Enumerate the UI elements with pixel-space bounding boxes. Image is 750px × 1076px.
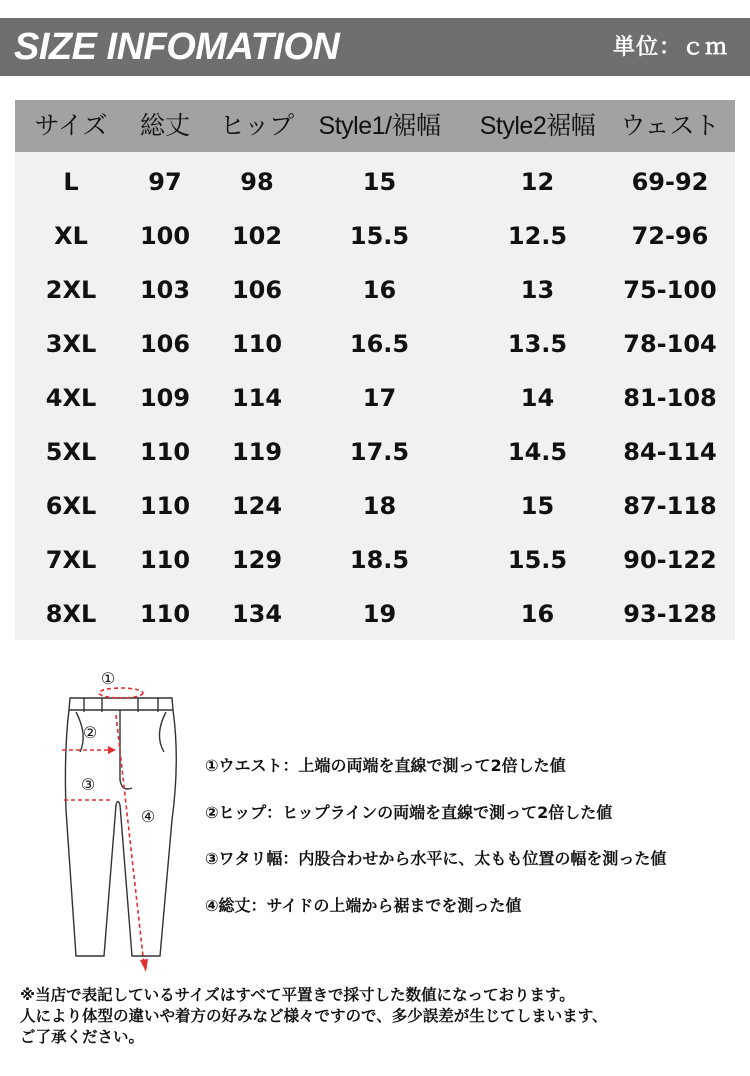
marker-4: ④ <box>140 807 156 826</box>
cell-length: 109 <box>139 384 191 412</box>
cell-size: 5XL <box>45 438 97 466</box>
cell-style1-hem: 15 <box>362 168 397 196</box>
cell-hip: 110 <box>231 330 283 358</box>
disclaimer <box>20 985 735 1048</box>
table-row <box>15 155 735 209</box>
cell-size: 8XL <box>45 600 97 628</box>
cell-style1-hem: 18 <box>362 492 397 520</box>
cell-waist: 78-104 <box>623 330 717 358</box>
header-waist: ウェスト <box>620 111 720 140</box>
cell-style2-hem: 13.5 <box>507 330 568 358</box>
cell-style1-hem: 16.5 <box>349 330 410 358</box>
page-title: SIZE INFOMATION <box>14 26 340 68</box>
cell-size: 3XL <box>45 330 97 358</box>
cell-style1-hem: 17.5 <box>349 438 410 466</box>
cell-style2-hem: 15 <box>520 492 555 520</box>
cell-size: 7XL <box>45 546 97 574</box>
cell-waist: 84-114 <box>623 438 717 466</box>
cell-style1-hem: 18.5 <box>349 546 410 574</box>
table-row <box>15 533 735 587</box>
cell-hip: 114 <box>231 384 283 412</box>
cell-length: 110 <box>139 438 191 466</box>
cell-style2-hem: 13 <box>520 276 555 304</box>
disclaimer-line: ※当店で表記しているサイズはすべて平置きで採寸した数値になっております。 <box>20 986 575 1004</box>
note-length: ④総丈：サイドの上端から裾までを測った値 <box>205 896 522 915</box>
cell-waist: 75-100 <box>623 276 717 304</box>
disclaimer-line: 人により体型の違いや着方の好みなど様々ですので、多少誤差が生じてしまいます、 <box>20 1007 608 1025</box>
cell-style2-hem: 14 <box>520 384 555 412</box>
cell-hip: 124 <box>231 492 283 520</box>
header-hip: ヒップ <box>219 111 295 140</box>
cell-waist: 69-92 <box>631 168 709 196</box>
cell-size: 6XL <box>45 492 97 520</box>
cell-length: 97 <box>148 168 182 196</box>
cell-style2-hem: 14.5 <box>507 438 568 466</box>
cell-length: 103 <box>139 276 191 304</box>
table-row <box>15 587 735 641</box>
table-row <box>15 209 735 263</box>
cell-style1-hem: 19 <box>362 600 397 628</box>
cell-waist: 81-108 <box>623 384 717 412</box>
cell-style2-hem: 15.5 <box>507 546 568 574</box>
cell-hip: 134 <box>231 600 283 628</box>
disclaimer-line: ご了承ください。 <box>20 1028 145 1046</box>
cell-style1-hem: 15.5 <box>349 222 410 250</box>
header-size: サイズ <box>34 111 108 140</box>
marker-1: ① <box>100 669 116 688</box>
cell-waist: 72-96 <box>631 222 709 250</box>
title-banner <box>0 18 750 76</box>
cell-size: L <box>63 168 79 196</box>
cell-style1-hem: 17 <box>362 384 397 412</box>
table-header-row <box>15 100 735 152</box>
cell-size: 4XL <box>45 384 97 412</box>
header-style2-hem: Style2裾幅 <box>479 112 596 140</box>
measurement-arrowheads <box>108 746 148 972</box>
table-row <box>15 425 735 479</box>
marker-2: ② <box>82 723 98 742</box>
cell-length: 100 <box>139 222 191 250</box>
header-style1-hem: Style1/裾幅 <box>318 112 441 140</box>
cell-style1-hem: 16 <box>362 276 397 304</box>
cell-hip: 102 <box>231 222 283 250</box>
pants-diagram <box>40 660 200 980</box>
cell-style2-hem: 12.5 <box>507 222 568 250</box>
note-thigh: ③ワタリ幅：内股合わせから水平に、太もも位置の幅を測った値 <box>205 849 667 868</box>
unit-label: 単位：ｃｍ <box>612 35 728 60</box>
cell-waist: 93-128 <box>623 600 717 628</box>
size-table <box>15 100 735 640</box>
cell-style2-hem: 16 <box>520 600 555 628</box>
cell-hip: 98 <box>240 168 274 196</box>
table-row <box>15 371 735 425</box>
note-hip: ②ヒップ：ヒップラインの両端を直線で測って2倍した値 <box>205 803 613 822</box>
cell-waist: 87-118 <box>623 492 717 520</box>
table-row <box>15 263 735 317</box>
cell-hip: 129 <box>231 546 283 574</box>
table-row <box>15 479 735 533</box>
table-row <box>15 317 735 371</box>
cell-waist: 90-122 <box>623 546 717 574</box>
cell-hip: 106 <box>231 276 283 304</box>
cell-hip: 119 <box>231 438 283 466</box>
marker-3: ③ <box>80 775 96 794</box>
cell-size: XL <box>54 222 88 250</box>
cell-size: 2XL <box>45 276 97 304</box>
cell-style2-hem: 12 <box>520 168 555 196</box>
cell-length: 110 <box>139 492 191 520</box>
cell-length: 110 <box>139 546 191 574</box>
header-length: 総丈 <box>139 111 190 140</box>
cell-length: 106 <box>139 330 191 358</box>
cell-length: 110 <box>139 600 191 628</box>
note-waist: ①ウエスト：上端の両端を直線で測って2倍した値 <box>205 756 566 775</box>
